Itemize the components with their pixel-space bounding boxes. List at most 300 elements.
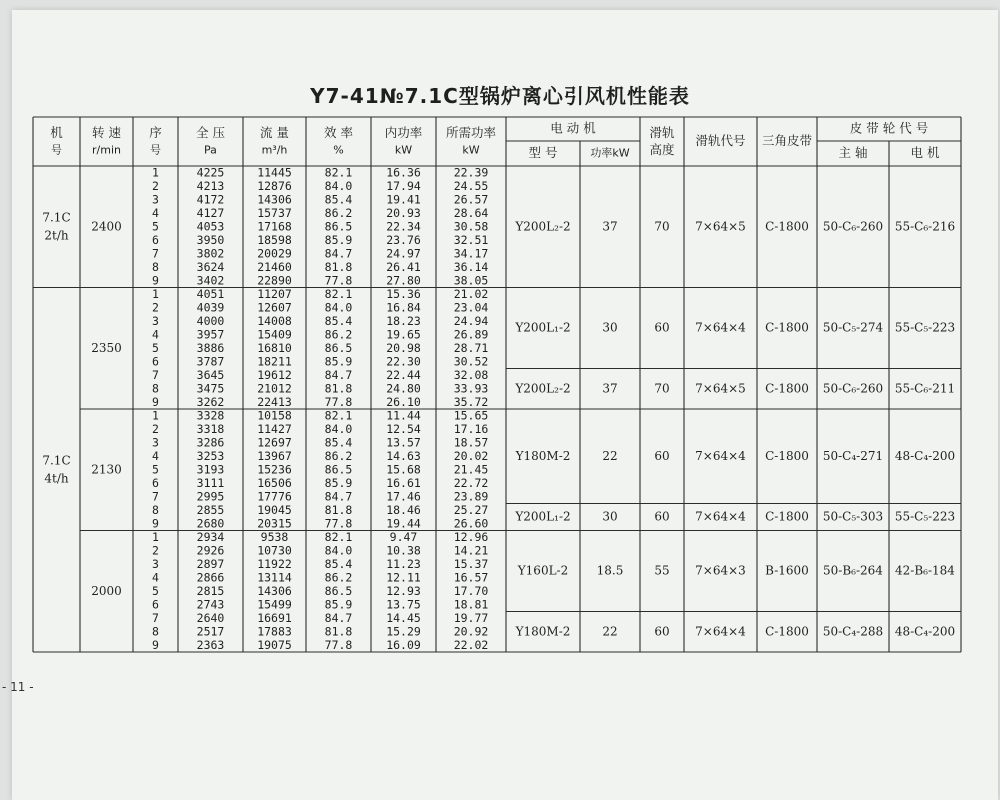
header-flow: 流 量 (260, 125, 289, 140)
row-flow: 15737 (257, 205, 292, 220)
row-inner-power: 16.09 (386, 637, 421, 652)
row-required-power: 21.45 (453, 462, 489, 477)
row-flow: 14008 (257, 313, 292, 328)
row-required-power: 17.70 (453, 583, 489, 598)
motor-power: 30 (602, 320, 618, 335)
row-pressure: 3787 (196, 354, 225, 369)
row-required-power: 28.71 (453, 340, 489, 355)
row-pressure: 3645 (196, 367, 225, 382)
motor-power: 18.5 (596, 563, 624, 578)
motor-vbelt: C-1800 (765, 448, 809, 463)
row-flow: 11207 (257, 286, 292, 301)
row-inner-power: 15.29 (386, 624, 421, 639)
row-required-power: 35.72 (453, 394, 489, 409)
row-efficiency: 86.2 (324, 570, 353, 585)
row-pressure: 4225 (196, 165, 225, 180)
row-efficiency: 85.4 (324, 313, 353, 328)
row-seq: 5 (152, 583, 159, 598)
motor-rail-height: 60 (654, 448, 670, 463)
motor-type: Y200L₁-2 (515, 320, 571, 335)
row-pressure: 2743 (196, 597, 225, 612)
header-required_power: 所需功率 (445, 125, 497, 140)
motor-rail-code: 7×64×4 (695, 509, 746, 524)
row-inner-power: 13.57 (386, 435, 421, 450)
header-inner_power-unit: kW (394, 143, 413, 157)
header-rail-height-2: 高度 (649, 142, 675, 157)
row-pressure: 4127 (196, 205, 225, 220)
row-required-power: 19.77 (453, 610, 489, 625)
row-seq: 4 (152, 205, 159, 220)
row-pressure: 2640 (196, 610, 225, 625)
row-flow: 20029 (257, 246, 292, 261)
header-vbelt: 三角皮带 (761, 133, 813, 148)
row-inner-power: 19.65 (386, 327, 421, 342)
row-flow: 9538 (260, 529, 289, 544)
row-efficiency: 81.8 (324, 502, 353, 517)
row-efficiency: 81.8 (324, 259, 353, 274)
row-inner-power: 18.23 (386, 313, 421, 328)
row-seq: 8 (152, 502, 159, 517)
row-inner-power: 17.46 (386, 489, 421, 504)
motor-pulley-shaft: 50-C₆-260 (822, 219, 884, 234)
row-seq: 2 (152, 421, 159, 436)
row-efficiency: 86.2 (324, 205, 353, 220)
row-efficiency: 77.8 (324, 516, 353, 531)
motor-rail-code: 7×64×3 (695, 563, 746, 578)
row-pressure: 2517 (196, 624, 225, 639)
row-seq: 9 (152, 394, 159, 409)
row-pressure: 2855 (196, 502, 225, 517)
speed-value: 2350 (91, 340, 122, 355)
row-efficiency: 81.8 (324, 381, 353, 396)
motor-vbelt: C-1800 (765, 381, 809, 396)
row-required-power: 26.89 (453, 327, 489, 342)
row-flow: 19075 (257, 637, 292, 652)
header-rail-height: 滑轨 (649, 125, 675, 140)
row-inner-power: 23.76 (386, 232, 421, 247)
row-inner-power: 14.45 (386, 610, 421, 625)
row-seq: 6 (152, 597, 159, 612)
row-efficiency: 84.7 (324, 367, 353, 382)
row-efficiency: 85.9 (324, 597, 353, 612)
row-required-power: 26.57 (453, 192, 489, 207)
page-number: - 11 - (2, 680, 34, 694)
row-flow: 14306 (257, 192, 292, 207)
row-pressure: 3262 (196, 394, 225, 409)
row-flow: 19045 (257, 502, 292, 517)
header-required_power-unit: kW (462, 143, 480, 157)
row-inner-power: 16.36 (386, 165, 421, 180)
header-pulley: 皮 带 轮 代 号 (849, 120, 929, 136)
row-pressure: 3318 (196, 421, 225, 436)
header-pulley-shaft: 主 轴 (838, 145, 868, 160)
row-pressure: 4213 (196, 178, 225, 193)
motor-vbelt: C-1800 (765, 624, 809, 639)
row-pressure: 2866 (196, 570, 225, 585)
row-inner-power: 12.11 (386, 570, 421, 585)
motor-vbelt: C-1800 (765, 320, 809, 335)
row-efficiency: 84.0 (324, 300, 353, 315)
row-efficiency: 85.4 (324, 192, 353, 207)
speed-value: 2000 (91, 583, 122, 598)
row-inner-power: 27.80 (386, 273, 421, 288)
motor-rail-height: 70 (654, 381, 670, 396)
motor-rail-height: 60 (654, 320, 670, 335)
row-required-power: 14.21 (453, 543, 489, 558)
row-pressure: 4053 (196, 219, 225, 234)
row-pressure: 3328 (196, 408, 225, 423)
motor-power: 22 (602, 624, 618, 639)
header-seq: 序 (149, 125, 162, 140)
row-inner-power: 9.47 (389, 529, 418, 544)
row-required-power: 30.58 (453, 219, 489, 234)
row-pressure: 2363 (196, 637, 225, 652)
header-flow-unit: m³/h (261, 143, 288, 157)
motor-rail-code: 7×64×4 (695, 448, 746, 463)
row-efficiency: 84.0 (324, 421, 353, 436)
motor-pulley-shaft: 50-C₄-271 (822, 448, 884, 463)
row-flow: 11922 (257, 556, 292, 571)
motor-pulley-motor: 48-C₄-200 (894, 624, 956, 639)
row-flow: 15236 (257, 462, 292, 477)
motor-power: 22 (602, 448, 618, 463)
row-inner-power: 12.54 (386, 421, 421, 436)
row-inner-power: 11.23 (386, 556, 421, 571)
row-inner-power: 19.44 (386, 516, 421, 531)
row-efficiency: 85.9 (324, 354, 353, 369)
row-pressure: 3624 (196, 259, 225, 274)
header-speed-unit: r/min (92, 143, 121, 157)
row-required-power: 15.37 (453, 556, 489, 571)
header-model-unit: 号 (51, 143, 62, 157)
header-seq-unit: 号 (150, 143, 161, 157)
row-flow: 11427 (257, 421, 292, 436)
row-flow: 21012 (257, 381, 292, 396)
row-required-power: 20.02 (453, 448, 489, 463)
row-flow: 20315 (257, 516, 292, 531)
header-pressure: 全 压 (196, 125, 225, 140)
motor-rail-code: 7×64×4 (695, 320, 746, 335)
header-speed: 转 速 (92, 125, 121, 140)
motor-vbelt: B-1600 (765, 563, 809, 578)
row-required-power: 18.81 (453, 597, 489, 612)
row-pressure: 4051 (196, 286, 225, 301)
motor-pulley-motor: 42-B₆-184 (895, 563, 955, 578)
row-seq: 5 (152, 219, 159, 234)
header-pulley-motor: 电 机 (910, 145, 940, 160)
row-required-power: 36.14 (453, 259, 489, 274)
row-seq: 6 (152, 232, 159, 247)
row-seq: 3 (152, 313, 159, 328)
row-inner-power: 18.46 (386, 502, 421, 517)
motor-rail-height: 55 (654, 563, 670, 578)
row-pressure: 3402 (196, 273, 225, 288)
row-flow: 15499 (257, 597, 292, 612)
row-efficiency: 77.8 (324, 394, 353, 409)
row-flow: 17776 (257, 489, 292, 504)
row-pressure: 3886 (196, 340, 225, 355)
motor-power: 30 (602, 509, 618, 524)
motor-pulley-shaft: 50-C₅-274 (822, 320, 884, 335)
speed-value: 2130 (91, 462, 122, 477)
row-inner-power: 20.93 (386, 205, 421, 220)
row-required-power: 22.39 (453, 165, 489, 180)
row-seq: 3 (152, 435, 159, 450)
row-seq: 1 (152, 165, 159, 180)
row-flow: 13114 (257, 570, 292, 585)
row-seq: 1 (152, 286, 159, 301)
row-pressure: 3950 (196, 232, 225, 247)
row-seq: 9 (152, 516, 159, 531)
row-seq: 5 (152, 340, 159, 355)
page-title: Y7-41№7.1C型锅炉离心引风机性能表 (310, 84, 690, 108)
row-seq: 4 (152, 327, 159, 342)
row-inner-power: 26.10 (386, 394, 421, 409)
row-flow: 12876 (257, 178, 292, 193)
header-efficiency: 效 率 (324, 125, 353, 140)
row-seq: 1 (152, 529, 159, 544)
row-pressure: 2995 (196, 489, 225, 504)
header-inner_power: 内功率 (384, 125, 423, 140)
row-flow: 17168 (257, 219, 292, 234)
row-required-power: 12.96 (453, 529, 489, 544)
row-efficiency: 85.4 (324, 556, 353, 571)
motor-type: Y160L-2 (517, 563, 569, 578)
row-pressure: 3286 (196, 435, 225, 450)
row-flow: 16506 (257, 475, 292, 490)
speed-value: 2400 (91, 219, 122, 234)
header-efficiency-unit: % (333, 143, 344, 157)
row-efficiency: 84.7 (324, 610, 353, 625)
motor-type: Y200L₁-2 (515, 509, 571, 524)
row-pressure: 3957 (196, 327, 225, 342)
row-flow: 21460 (257, 259, 292, 274)
row-required-power: 33.93 (453, 381, 489, 396)
model-code: 7.1C (42, 210, 71, 225)
motor-type: Y180M-2 (515, 624, 571, 639)
model-code: 7.1C (42, 453, 71, 468)
row-inner-power: 12.93 (386, 583, 421, 598)
row-required-power: 23.04 (453, 300, 489, 315)
row-efficiency: 85.9 (324, 232, 353, 247)
row-inner-power: 22.34 (386, 219, 421, 234)
row-efficiency: 86.5 (324, 583, 353, 598)
header-motor-type: 型 号 (528, 145, 558, 160)
row-efficiency: 82.1 (324, 408, 353, 423)
row-efficiency: 77.8 (324, 273, 353, 288)
row-inner-power: 16.84 (386, 300, 421, 315)
row-flow: 18598 (257, 232, 292, 247)
row-pressure: 4172 (196, 192, 225, 207)
row-seq: 6 (152, 475, 159, 490)
row-pressure: 2926 (196, 543, 225, 558)
row-seq: 1 (152, 408, 159, 423)
row-required-power: 34.17 (453, 246, 489, 261)
row-required-power: 24.55 (453, 178, 489, 193)
motor-type: Y200L₂-2 (515, 219, 571, 234)
row-efficiency: 77.8 (324, 637, 353, 652)
row-required-power: 32.51 (453, 232, 489, 247)
row-seq: 4 (152, 448, 159, 463)
motor-pulley-motor: 55-C₅-223 (894, 320, 956, 335)
row-required-power: 22.02 (453, 637, 489, 652)
row-seq: 3 (152, 556, 159, 571)
row-efficiency: 86.5 (324, 340, 353, 355)
row-efficiency: 84.0 (324, 543, 353, 558)
motor-pulley-shaft: 50-C₆-260 (822, 381, 884, 396)
row-pressure: 3802 (196, 246, 225, 261)
row-pressure: 2680 (196, 516, 225, 531)
row-seq: 2 (152, 178, 159, 193)
row-inner-power: 11.44 (386, 408, 421, 423)
motor-vbelt: C-1800 (765, 509, 809, 524)
motor-rail-code: 7×64×4 (695, 624, 746, 639)
motor-power: 37 (602, 381, 618, 396)
row-pressure: 3253 (196, 448, 225, 463)
motor-rail-code: 7×64×5 (695, 219, 746, 234)
row-required-power: 30.52 (453, 354, 489, 369)
row-efficiency: 82.1 (324, 165, 353, 180)
motor-vbelt: C-1800 (765, 219, 809, 234)
row-efficiency: 84.7 (324, 489, 353, 504)
row-inner-power: 17.94 (386, 178, 421, 193)
motor-power: 37 (602, 219, 618, 234)
row-seq: 4 (152, 570, 159, 585)
motor-rail-height: 70 (654, 219, 670, 234)
row-seq: 6 (152, 354, 159, 369)
motor-pulley-shaft: 50-C₅-303 (822, 509, 884, 524)
row-inner-power: 22.44 (386, 367, 421, 382)
row-efficiency: 81.8 (324, 624, 353, 639)
header-motor-power: 功率kW (590, 146, 630, 160)
row-pressure: 3193 (196, 462, 225, 477)
row-efficiency: 84.0 (324, 178, 353, 193)
row-efficiency: 84.7 (324, 246, 353, 261)
motor-pulley-motor: 55-C₅-223 (894, 509, 956, 524)
motor-pulley-shaft: 50-B₆-264 (823, 563, 883, 578)
row-flow: 10158 (257, 408, 292, 423)
row-inner-power: 26.41 (386, 259, 421, 274)
row-pressure: 2815 (196, 583, 225, 598)
model-boiler: 2t/h (44, 228, 69, 243)
row-inner-power: 15.36 (386, 286, 421, 301)
row-inner-power: 24.80 (386, 381, 421, 396)
row-pressure: 3475 (196, 381, 225, 396)
row-pressure: 2934 (196, 529, 225, 544)
row-seq: 8 (152, 259, 159, 274)
motor-rail-height: 60 (654, 624, 670, 639)
row-efficiency: 82.1 (324, 529, 353, 544)
row-required-power: 28.64 (453, 205, 489, 220)
row-seq: 9 (152, 273, 159, 288)
motor-pulley-shaft: 50-C₄-288 (822, 624, 884, 639)
row-inner-power: 15.68 (386, 462, 421, 477)
row-flow: 22890 (257, 273, 292, 288)
row-pressure: 3111 (196, 475, 225, 490)
row-inner-power: 19.41 (386, 192, 421, 207)
motor-pulley-motor: 55-C₆-211 (894, 381, 956, 396)
motor-type: Y180M-2 (515, 448, 571, 463)
row-required-power: 20.92 (453, 624, 489, 639)
row-required-power: 26.60 (453, 516, 489, 531)
row-required-power: 17.16 (453, 421, 489, 436)
row-inner-power: 10.38 (386, 543, 421, 558)
row-seq: 2 (152, 543, 159, 558)
row-required-power: 24.94 (453, 313, 489, 328)
row-required-power: 32.08 (453, 367, 489, 382)
model-boiler: 4t/h (44, 471, 69, 486)
row-required-power: 21.02 (453, 286, 489, 301)
row-seq: 7 (152, 246, 159, 261)
header-motor: 电 动 机 (550, 120, 596, 136)
row-efficiency: 85.4 (324, 435, 353, 450)
row-flow: 11445 (257, 165, 292, 180)
motor-pulley-motor: 48-C₄-200 (894, 448, 956, 463)
row-flow: 13967 (257, 448, 292, 463)
row-flow: 12697 (257, 435, 292, 450)
row-required-power: 15.65 (453, 408, 489, 423)
row-efficiency: 86.2 (324, 327, 353, 342)
row-efficiency: 86.5 (324, 219, 353, 234)
row-inner-power: 16.61 (386, 475, 421, 490)
row-inner-power: 22.30 (386, 354, 421, 369)
header-model: 机 (50, 125, 63, 140)
row-flow: 14306 (257, 583, 292, 598)
row-pressure: 4039 (196, 300, 225, 315)
header-pressure-unit: Pa (204, 143, 217, 157)
row-required-power: 38.05 (453, 273, 489, 288)
row-inner-power: 20.98 (386, 340, 421, 355)
motor-type: Y200L₂-2 (515, 381, 571, 396)
row-efficiency: 82.1 (324, 286, 353, 301)
row-seq: 5 (152, 462, 159, 477)
row-seq: 2 (152, 300, 159, 315)
row-flow: 15409 (257, 327, 292, 342)
row-inner-power: 24.97 (386, 246, 421, 261)
row-seq: 7 (152, 367, 159, 382)
row-efficiency: 85.9 (324, 475, 353, 490)
row-flow: 19612 (257, 367, 292, 382)
row-required-power: 23.89 (453, 489, 489, 504)
row-required-power: 16.57 (453, 570, 489, 585)
row-flow: 12607 (257, 300, 292, 315)
motor-pulley-motor: 55-C₆-216 (894, 219, 956, 234)
row-flow: 16691 (257, 610, 292, 625)
row-seq: 9 (152, 637, 159, 652)
motor-rail-code: 7×64×5 (695, 381, 746, 396)
row-efficiency: 86.2 (324, 448, 353, 463)
row-flow: 18211 (257, 354, 292, 369)
row-required-power: 18.57 (453, 435, 489, 450)
row-efficiency: 86.5 (324, 462, 353, 477)
row-required-power: 25.27 (453, 502, 489, 517)
header-rail-code: 滑轨代号 (695, 133, 746, 148)
row-flow: 10730 (257, 543, 292, 558)
row-inner-power: 13.75 (386, 597, 421, 612)
row-inner-power: 14.63 (386, 448, 421, 463)
row-flow: 22413 (257, 394, 292, 409)
row-flow: 17883 (257, 624, 292, 639)
motor-rail-height: 60 (654, 509, 670, 524)
row-seq: 8 (152, 381, 159, 396)
row-seq: 3 (152, 192, 159, 207)
row-seq: 8 (152, 624, 159, 639)
row-pressure: 2897 (196, 556, 225, 571)
row-seq: 7 (152, 610, 159, 625)
row-required-power: 22.72 (453, 475, 489, 490)
row-seq: 7 (152, 489, 159, 504)
row-pressure: 4000 (196, 313, 225, 328)
